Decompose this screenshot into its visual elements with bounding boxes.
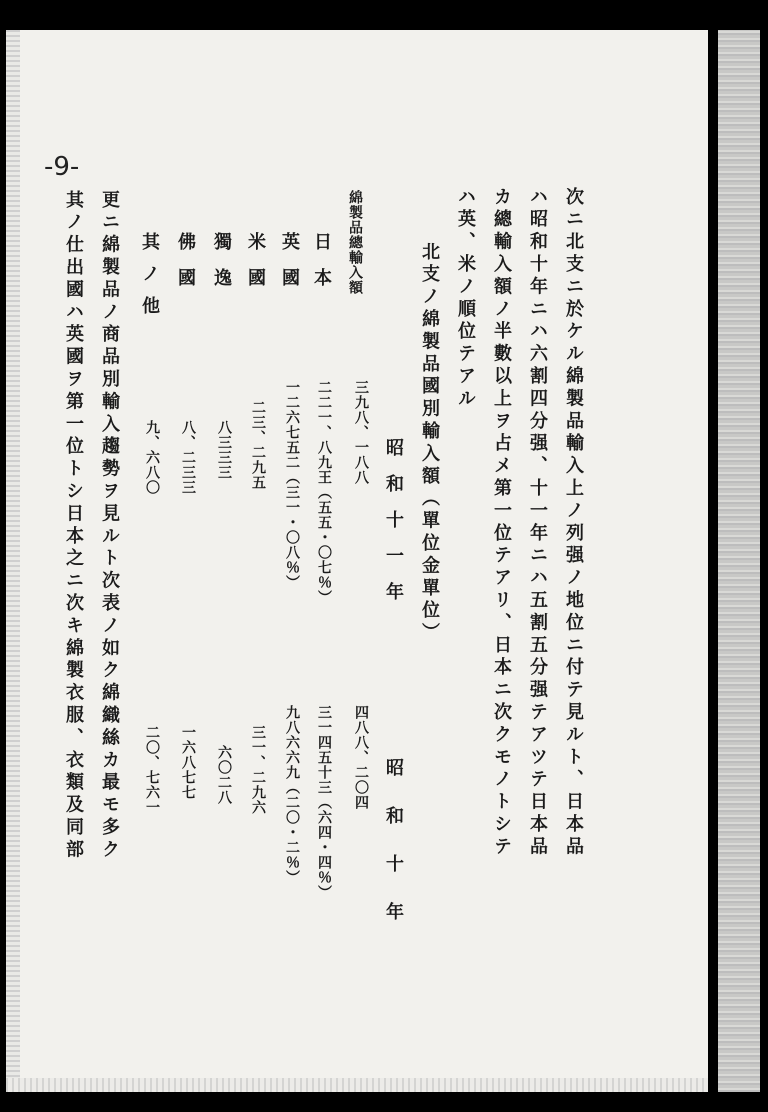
table-title: 北支ノ綿製品國別輸入額（單位金單位） <box>419 242 440 646</box>
value-1936-total: 三九八、一八八 <box>353 380 369 485</box>
paragraph-1-line-2: ハ昭和十年ニハ六割四分强、十一年ニハ五割五分强テアツテ日本品 <box>527 187 548 859</box>
value-1936-britain: 一二六七五二（三一・〇八％） <box>284 380 300 590</box>
value-1935-others: 二〇、七六一 <box>144 725 160 815</box>
paragraph-1-line-3: カ總輸入額ノ半數以上ヲ占メ第一位テアリ、日本ニ次クモノトシテ <box>491 187 512 859</box>
row-label-japan: 日 本 <box>311 232 332 286</box>
value-1936-japan: 二二一、八九王（五五・〇七％） <box>316 380 332 605</box>
value-1935-france: 一六八七七 <box>180 725 196 800</box>
paragraph-1-line-1: 次ニ北支ニ於ケル綿製品輸入上ノ列强ノ地位ニ付テ見ルト、日本品 <box>563 187 584 859</box>
value-1935-usa: 三一、二九六 <box>250 725 266 815</box>
value-1936-france: 八、二三三 <box>180 420 196 495</box>
row-label-germany: 獨 逸 <box>211 232 232 286</box>
adjacent-page-edge <box>718 30 760 1092</box>
column-header-1935: 昭和十年 <box>383 758 404 950</box>
value-1935-germany: 六〇二八 <box>216 745 232 805</box>
paragraph-1-line-4: ハ英、米ノ順位テアル <box>455 187 476 411</box>
value-1936-others: 九、六八〇 <box>144 420 160 495</box>
row-label-britain: 英 國 <box>279 232 300 286</box>
row-label-usa: 米 國 <box>245 232 266 286</box>
value-1936-usa: 二三、二九五 <box>250 400 266 490</box>
row-label-france: 佛 國 <box>175 232 196 286</box>
column-header-1936: 昭和十一年 <box>383 438 404 618</box>
paragraph-2-line-1: 更ニ綿製品ノ商品別輸入趨勢ヲ見ルト次表ノ如ク綿織絲カ最モ多ク <box>99 190 120 862</box>
row-label-total: 綿製品總輸入額 <box>347 190 363 295</box>
value-1935-britain: 九八六六九（二〇・二％） <box>284 705 300 885</box>
value-1936-germany: 八三三三 <box>216 420 232 480</box>
row-label-others: 其ノ他 <box>139 232 160 328</box>
value-1935-japan: 三一四五十三（六四・四％） <box>316 705 332 900</box>
paragraph-2-line-2: 其ノ仕出國ハ英國ヲ第一位トシ日本之ニ次キ綿製衣服、衣類及同部 <box>63 190 84 862</box>
value-1935-total: 四八八、二〇四 <box>353 705 369 810</box>
page-number: -9- <box>44 152 80 182</box>
